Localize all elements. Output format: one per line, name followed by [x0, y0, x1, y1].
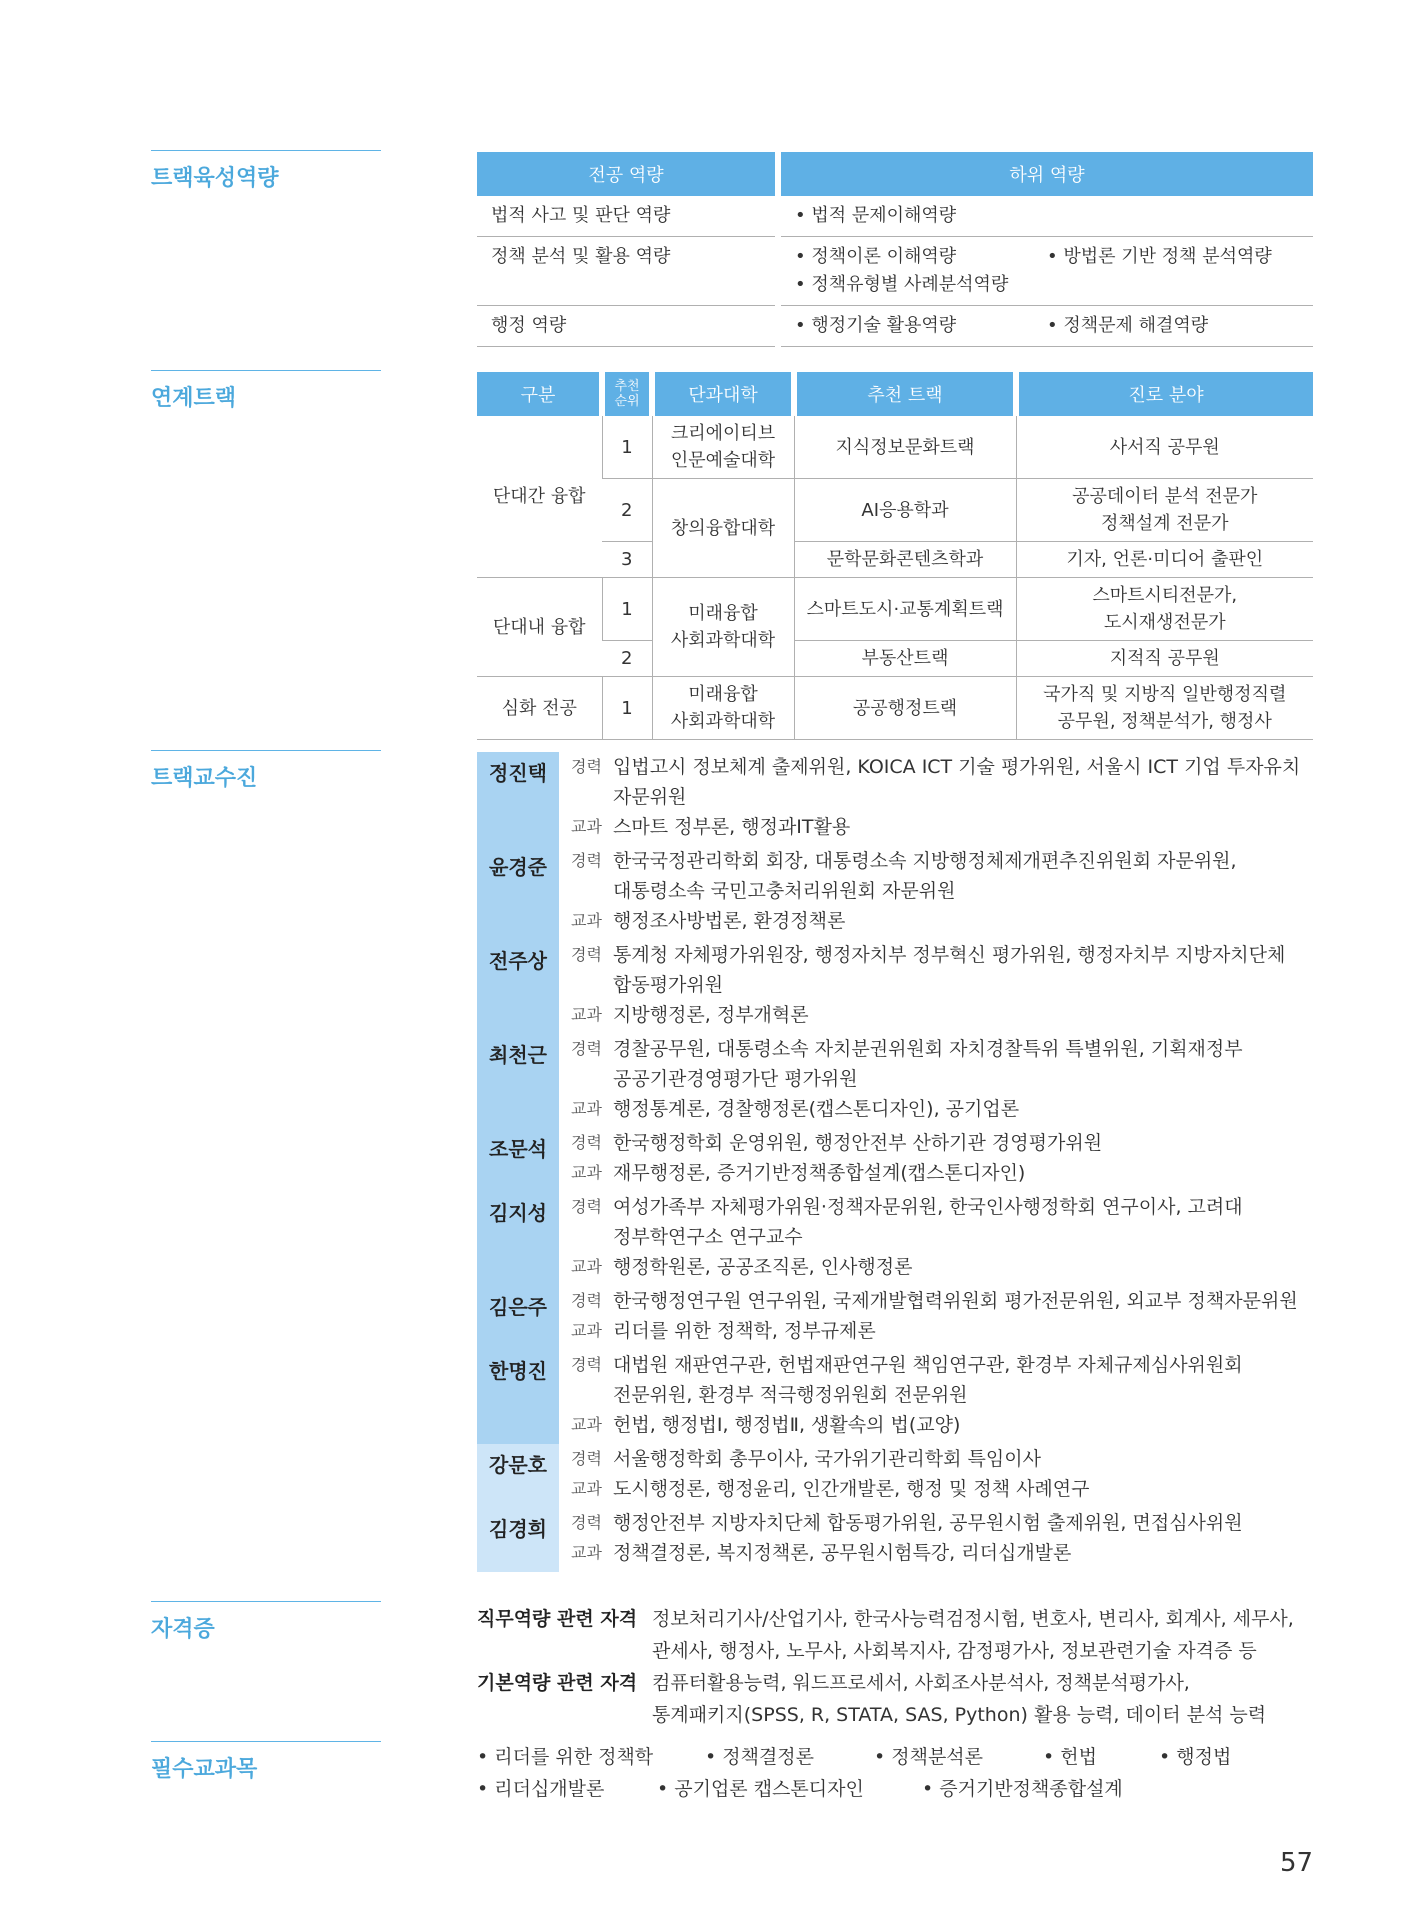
table-row [477, 416, 1313, 479]
rank-cell: 2 [602, 479, 652, 542]
rank-cell: 2 [602, 641, 652, 677]
header-category: 구분 [477, 372, 602, 416]
section-label-certificates: 자격증 [151, 1601, 381, 1643]
basic-certificates [477, 1667, 1317, 1731]
table-row [477, 237, 1313, 306]
sub-competency-list [781, 237, 1313, 306]
sub-competency: • 행정기술 활용역량 [795, 315, 957, 336]
professor-courses: 리더를 위한 정책학, 정부규제론 [613, 1320, 876, 1342]
professor-name: 최천근 [477, 1034, 559, 1128]
professor-career: 여성가족부 자체평가위원·정책자문위원, 한국인사행정학회 연구이사, 고려대 정부학연구소 연구교수 [613, 1196, 1243, 1248]
professor-career: 경찰공무원, 대통령소속 자치분권위원회 자치경찰특위 특별위원, 기획재정부 공공기관경영평가단 평가위원 [613, 1038, 1243, 1090]
professor-name: 전주상 [477, 940, 559, 1034]
professor-name: 김은주 [477, 1286, 559, 1350]
professor-courses: 스마트 정부론, 행정과IT활용 [613, 816, 851, 838]
job-certificates [477, 1603, 1317, 1667]
career-tag: 경력 [571, 1133, 602, 1152]
professor-entry [477, 752, 1317, 846]
courses-tag: 교과 [571, 1005, 602, 1024]
list-item: • 헌법 [1043, 1746, 1097, 1768]
courses-tag: 교과 [571, 1415, 602, 1434]
professor-career: 한국국정관리학회 회장, 대통령소속 지방행정체제개편추진위원회 자문위원, 대통령소속 국민고충처리위원회 자문위원 [613, 850, 1237, 902]
header-track: 추천 트랙 [794, 372, 1016, 416]
page-number: 57 [1280, 1848, 1314, 1878]
career-cell: 국가직 및 지방직 일반행정직렬 공무원, 정책분석가, 행정사 [1016, 677, 1313, 740]
table-row [477, 578, 1313, 641]
list-item: • 정책결정론 [705, 1746, 815, 1768]
section-label-required-courses: 필수교과목 [151, 1741, 381, 1783]
table-row [477, 306, 1313, 347]
section-label-professors: 트랙교수진 [151, 750, 381, 792]
list-item: • 리더를 위한 정책학 [477, 1746, 654, 1768]
list-item: • 리더십개발론 [477, 1778, 605, 1800]
section-label-track-competency: 트랙육성역량 [151, 150, 381, 192]
courses-tag: 교과 [571, 1543, 602, 1562]
professor-entry [477, 1350, 1317, 1444]
professor-name: 윤경준 [477, 846, 559, 940]
courses-tag: 교과 [571, 817, 602, 836]
list-item: • 공기업론 캡스톤디자인 [657, 1778, 864, 1800]
list-item: • 행정법 [1159, 1746, 1232, 1768]
career-tag: 경력 [571, 1291, 602, 1310]
professor-name: 한명진 [477, 1350, 559, 1444]
table-row [477, 479, 1313, 542]
courses-tag: 교과 [571, 1479, 602, 1498]
professor-name: 김경희 [477, 1508, 559, 1572]
header-sub-competency: 하위 역량 [781, 152, 1313, 196]
group-label: 심화 전공 [477, 677, 602, 740]
major-competency: 행정 역량 [477, 306, 775, 347]
career-cell: 사서직 공무원 [1016, 416, 1313, 479]
career-tag: 경력 [571, 1197, 602, 1216]
basic-certificates-title: 기본역량 관련 자격 [477, 1672, 638, 1694]
table-row [477, 542, 1313, 578]
professor-courses: 행정학원론, 공공조직론, 인사행정론 [613, 1256, 913, 1278]
professor-name: 조문석 [477, 1128, 559, 1192]
career-cell: 지적직 공무원 [1016, 641, 1313, 677]
courses-tag: 교과 [571, 1257, 602, 1276]
career-tag: 경력 [571, 1513, 602, 1532]
college-cell: 창의융합대학 [652, 479, 794, 578]
rank-cell: 1 [602, 677, 652, 740]
required-courses-block [477, 1741, 1317, 1805]
job-certificates-title: 직무역량 관련 자격 [477, 1608, 638, 1630]
certificates-block [477, 1603, 1317, 1731]
professor-name: 정진택 [477, 752, 559, 846]
professor-entry [477, 1444, 1317, 1508]
professor-entry [477, 940, 1317, 1034]
professor-name: 강문호 [477, 1444, 559, 1508]
professor-entry [477, 1508, 1317, 1572]
courses-tag: 교과 [571, 911, 602, 930]
group-label: 단대간 융합 [477, 416, 602, 578]
professor-career: 행정안전부 지방자치단체 합동평가위원, 공무원시험 출제위원, 면접심사위원 [613, 1512, 1243, 1534]
sub-competency-list [781, 306, 1313, 347]
professor-courses: 행정통계론, 경찰행정론(캡스톤디자인), 공기업론 [613, 1098, 1020, 1120]
career-cell: 기자, 언론·미디어 출판인 [1016, 542, 1313, 578]
list-item: • 증거기반정책종합설계 [922, 1778, 1123, 1800]
career-cell: 공공데이터 분석 전문가 정책설계 전문가 [1016, 479, 1313, 542]
career-tag: 경력 [571, 1039, 602, 1058]
professor-career: 통계청 자체평가위원장, 행정자치부 정부혁신 평가위원, 행정자치부 지방자치단체 합동평가위원 [613, 944, 1286, 996]
header-rank: 추천 순위 [602, 372, 652, 416]
professor-career: 한국행정학회 운영위원, 행정안전부 산하기관 경영평가위원 [613, 1132, 1103, 1154]
track-cell: 문학문화콘텐츠학과 [794, 542, 1016, 578]
career-tag: 경력 [571, 1449, 602, 1468]
professor-courses: 도시행정론, 행정윤리, 인간개발론, 행정 및 정책 사례연구 [613, 1478, 1090, 1500]
sub-competency: • 법적 문제이해역량 [795, 205, 957, 226]
table-row [477, 641, 1313, 677]
sub-competency: • 정책문제 해결역량 [1047, 315, 1209, 336]
professor-career: 입법고시 정보체계 출제위원, KOICA ICT 기술 평가위원, 서울시 ICT 기업 투자유치 자문위원 [613, 756, 1301, 808]
header-career: 진로 분야 [1016, 372, 1313, 416]
rank-cell: 1 [602, 578, 652, 641]
header-college: 단과대학 [652, 372, 794, 416]
courses-tag: 교과 [571, 1163, 602, 1182]
section-label-linked-tracks: 연계트랙 [151, 370, 381, 412]
career-tag: 경력 [571, 1355, 602, 1374]
college-cell: 크리에이티브 인문예술대학 [652, 416, 794, 479]
professor-name: 김지성 [477, 1192, 559, 1286]
courses-tag: 교과 [571, 1321, 602, 1340]
career-cell: 스마트시티전문가, 도시재생전문가 [1016, 578, 1313, 641]
track-cell: 스마트도시·교통계획트랙 [794, 578, 1016, 641]
career-tag: 경력 [571, 945, 602, 964]
header-major-competency: 전공 역량 [477, 152, 775, 196]
major-competency: 법적 사고 및 판단 역량 [477, 196, 775, 237]
required-courses-row [477, 1741, 1317, 1773]
major-competency: 정책 분석 및 활용 역량 [477, 237, 775, 306]
track-cell: 지식정보문화트랙 [794, 416, 1016, 479]
professor-courses: 정책결정론, 복지정책론, 공무원시험특강, 리더십개발론 [613, 1542, 1072, 1564]
track-cell: 부동산트랙 [794, 641, 1016, 677]
career-tag: 경력 [571, 757, 602, 776]
list-item: • 정책분석론 [874, 1746, 984, 1768]
rank-cell: 1 [602, 416, 652, 479]
table-row [477, 196, 1313, 237]
professor-courses: 재무행정론, 증거기반정책종합설계(캡스톤디자인) [613, 1162, 1026, 1184]
track-cell: 공공행정트랙 [794, 677, 1016, 740]
track-cell: AI응용학과 [794, 479, 1016, 542]
professor-courses: 행정조사방법론, 환경정책론 [613, 910, 846, 932]
sub-competency: • 방법론 기반 정책 분석역량 [1047, 246, 1272, 267]
professor-entry [477, 1034, 1317, 1128]
professor-career: 한국행정연구원 연구위원, 국제개발협력위원회 평가전문위원, 외교부 정책자문위원 [613, 1290, 1298, 1312]
courses-tag: 교과 [571, 1099, 602, 1118]
job-certificates-list: 정보처리기사/산업기사, 한국사능력검정시험, 변호사, 변리사, 회계사, 세무사, 관세사, 행정사, 노무사, 사회복지사, 감정평가사, 정보관련기술 자격증 등 [652, 1608, 1294, 1662]
competency-table [477, 152, 1313, 347]
professor-career: 서울행정학회 총무이사, 국가위기관리학회 특임이사 [613, 1448, 1041, 1470]
sub-competency: • 정책유형별 사례분석역량 [795, 274, 1009, 295]
group-label: 단대내 융합 [477, 578, 602, 677]
professor-entry [477, 1286, 1317, 1350]
professor-career: 대법원 재판연구관, 헌법재판연구원 책임연구관, 환경부 자체규제심사위원회 전문위원, 환경부 적극행정위원회 전문위원 [613, 1354, 1243, 1406]
professor-entry [477, 1192, 1317, 1286]
professor-list [477, 752, 1317, 1572]
sub-competency: • 정책이론 이해역량 [795, 246, 957, 267]
table-row [477, 677, 1313, 740]
professor-courses: 헌법, 행정법Ⅰ, 행정법Ⅱ, 생활속의 법(교양) [613, 1414, 961, 1436]
sub-competency-list [781, 196, 1313, 237]
college-cell: 미래융합 사회과학대학 [652, 578, 794, 677]
basic-certificates-list: 컴퓨터활용능력, 워드프로세서, 사회조사분석사, 정책분석평가사, 통계패키지(SPSS, R, STATA, SAS, Python) 활용 능력, 데이터 분석 능력 [652, 1672, 1267, 1726]
college-cell: 미래융합 사회과학대학 [652, 677, 794, 740]
professor-entry [477, 1128, 1317, 1192]
professor-courses: 지방행정론, 정부개혁론 [613, 1004, 809, 1026]
rank-cell: 3 [602, 542, 652, 578]
career-tag: 경력 [571, 851, 602, 870]
linked-tracks-table [477, 372, 1313, 740]
required-courses-row [477, 1773, 1317, 1805]
professor-entry [477, 846, 1317, 940]
